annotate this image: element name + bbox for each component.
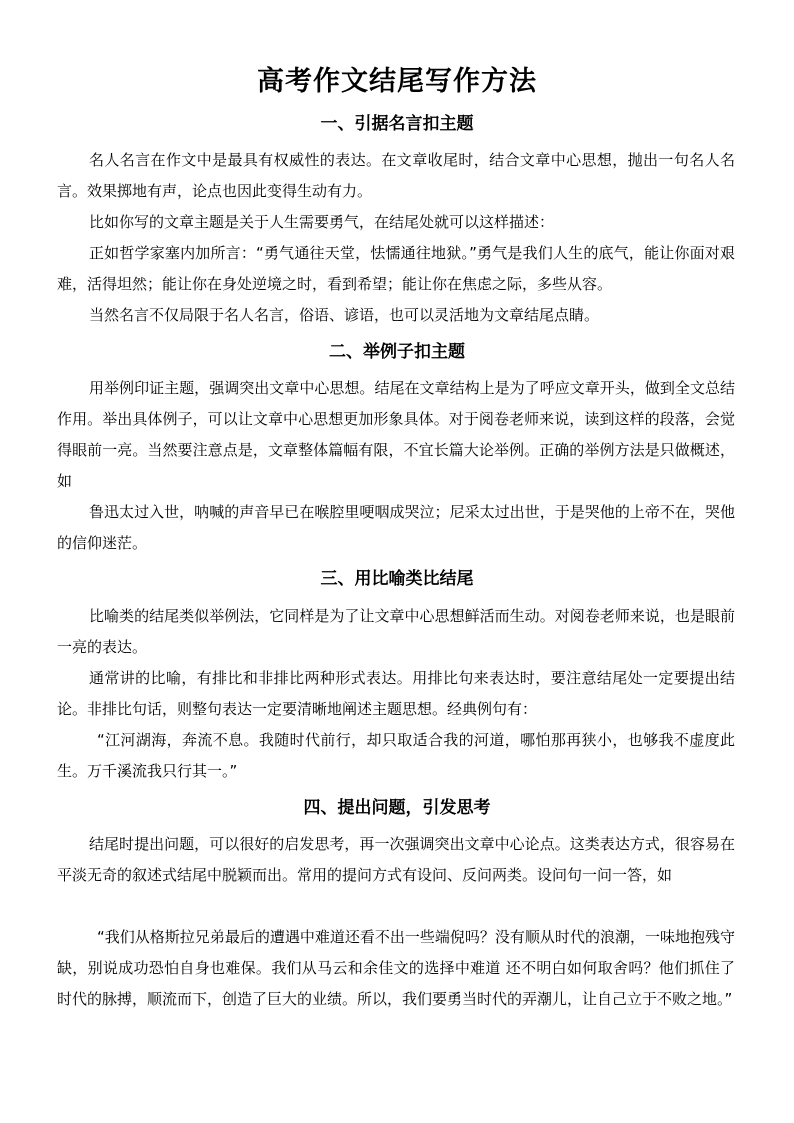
quote-paragraph: “江河湖海，奔流不息。我随时代前行，却只取适合我的河道，哪怕那再狭小，也够我不虚度此生。万千溪流我只行其一。” bbox=[57, 731, 735, 780]
paragraph: 正如哲学家塞内加所言：“勇气通往天堂，怯懦通往地狱。”勇气是我们人生的底气，能让你面对艰难，活得坦然；能让你在身处逆境之时，看到希望；能让你在焦虑之际，多些从容。 bbox=[57, 244, 735, 293]
paragraph: 比喻类的结尾类似举例法，它同样是为了让文章中心思想鲜活而生动。对阅卷老师来说，也是眼前一亮的表达。 bbox=[57, 607, 735, 656]
document-title: 高考作文结尾写作方法 bbox=[257, 66, 537, 97]
quote-paragraph: “我们从格斯拉兄弟最后的遭遇中难道还看不出一些端倪吗？没有顺从时代的浪潮，一味地抱残守缺，别说成功恐怕自身也难保。我们从马云和余佳文的选择中难道 还不明白如何取舍吗？他们抓住了时代的脉搏，顺流而下，创造了巨大的业绩。所以，我们要勇当时代的弄潮儿，让自己立于不败之地。” bbox=[57, 928, 735, 1008]
paragraph: 用举例印证主题，强调突出文章中心思想。结尾在文章结构上是为了呼应文章开头，做到全文总结作用。举出具体例子，可以让文章中心思想更加形象具体。对于阅卷老师来说，读到这样的段落，会觉得眼前一亮。当然要注意点是，文章整体篇幅有限，不宜长篇大论举例。正确的举例方法是只做概述，如 bbox=[57, 379, 735, 490]
section-heading-2: 二、举例子扣主题 bbox=[329, 342, 465, 362]
paragraph: 鲁迅太过入世，呐喊的声音早已在喉腔里哽咽成哭泣；尼采太过出世，于是哭他的上帝不在，哭他的信仰迷茫。 bbox=[57, 503, 735, 552]
paragraph: 当然名言不仅局限于名人名言，俗语、谚语，也可以灵活地为文章结尾点睛。 bbox=[89, 306, 600, 324]
section-heading-4: 四、提出问题，引发思考 bbox=[303, 798, 491, 818]
paragraph: 名人名言在作文中是最具有权威性的表达。在文章收尾时，结合文章中心思想，抛出一句名人名言。效果掷地有声，论点也因此变得生动有力。 bbox=[57, 151, 735, 200]
paragraph: 通常讲的比喻，有排比和非排比两种形式表达。用排比句来表达时，要注意结尾处一定要提出结论。非排比句话，则整句表达一定要清晰地阐述主题思想。经典例句有： bbox=[57, 669, 735, 718]
section-heading-3: 三、用比喻类比结尾 bbox=[320, 569, 474, 589]
paragraph: 比如你写的文章主题是关于人生需要勇气，在结尾处就可以这样描述： bbox=[89, 213, 555, 231]
section-heading-1: 一、引据名言扣主题 bbox=[320, 114, 474, 134]
paragraph: 结尾时提出问题，可以很好的启发思考，再一次强调突出文章中心论点。这类表达方式，很容易在平淡无奇的叙述式结尾中脱颖而出。常用的提问方式有设问、反问两类。设问句一问一答，如 bbox=[57, 835, 735, 884]
